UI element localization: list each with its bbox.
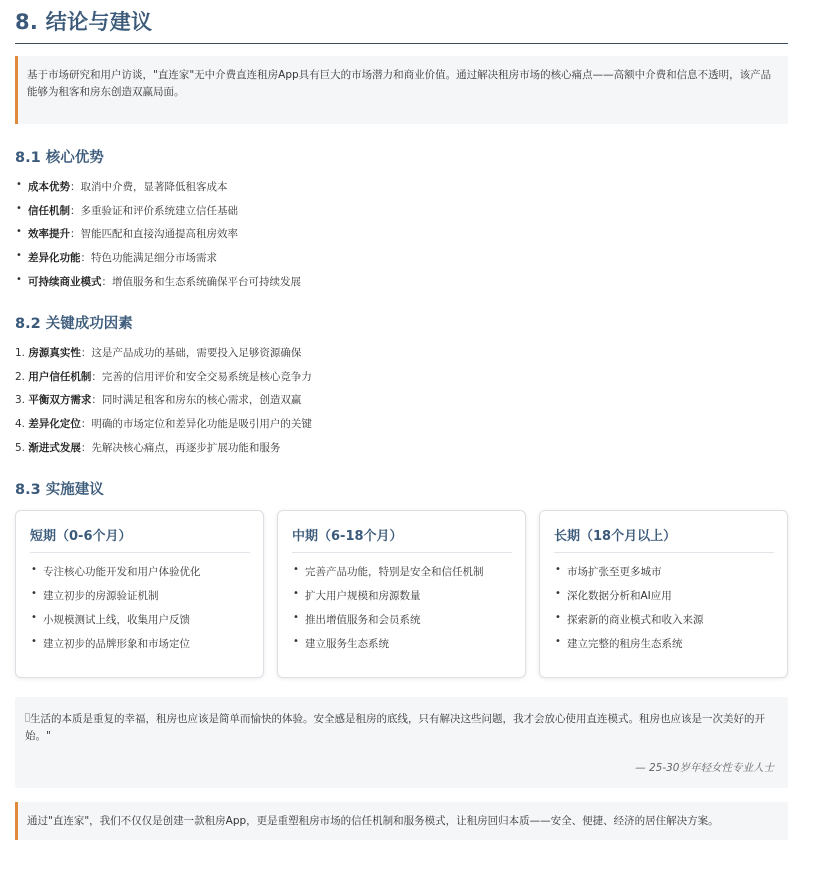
list-item: • 扩大用户规模和房源数量	[292, 588, 484, 612]
quote-author: — 25-30岁年轻女性专业人士	[635, 762, 774, 774]
card-divider	[292, 552, 512, 553]
list-item: • 建立初步的房源验证机制	[30, 588, 201, 612]
card-title: 长期（18个月以上）	[554, 529, 677, 544]
long-term-card	[539, 510, 788, 678]
list-item: • 建立服务生态系统	[292, 636, 484, 660]
mid-term-card	[277, 510, 526, 678]
factors-list	[15, 345, 312, 463]
card-title: 短期（0-6个月）	[30, 529, 132, 544]
card-title: 中期（6-18个月）	[292, 529, 403, 544]
list-item: 5. 渐进式发展：先解决核心痛点，再逐步扩展功能和服务	[15, 441, 281, 454]
card-list	[554, 564, 704, 660]
factors-heading: 8.2 关键成功因素	[15, 316, 133, 332]
title-divider	[15, 43, 788, 44]
list-item: • 专注核心功能开发和用户体验优化	[30, 564, 201, 588]
intro-callout: 基于市场研究和用户访谈，"直连家"无中介费直连租房App具有巨大的市场潜力和商业价值。通过解决租房市场的核心痛点——高额中介费和信息不透明，该产品能够为租客和房东创造双赢局面。	[15, 56, 788, 124]
list-item: 1. 房源真实性：这是产品成功的基础，需要投入足够资源确保	[15, 347, 302, 359]
list-item: • 推出增值服务和会员系统	[292, 612, 484, 636]
card-list	[292, 564, 484, 660]
list-item: • 探索新的商业模式和收入来源	[554, 612, 704, 636]
card-divider	[554, 552, 774, 553]
user-quote	[15, 697, 788, 788]
list-item: • 可持续商业模式：增值服务和生态系统确保平台可持续发展	[15, 274, 301, 298]
list-item: • 效率提升：智能匹配和直接沟通提高租房效率	[15, 226, 301, 250]
list-item: 3. 平衡双方需求：同时满足租客和房东的核心需求，创造双赢	[15, 394, 302, 407]
conclusion-callout: 通过"直连家"，我们不仅仅是创建一款租房App，更是重塑租房市场的信任机制和服务模式，让租房回归本质——安全、便捷、经济的居住解决方案。	[15, 802, 788, 840]
list-item: • 成本优势：取消中介费，显著降低租客成本	[15, 179, 301, 203]
list-item: 4. 差异化定位：明确的市场定位和差异化功能是吸引用户的关键	[15, 418, 312, 431]
list-item: • 信任机制：多重验证和评价系统建立信任基础	[15, 203, 301, 227]
advantages-list	[15, 179, 301, 297]
list-item: • 完善产品功能，特别是安全和信任机制	[292, 564, 484, 588]
list-item: • 建立完整的租房生态系统	[554, 636, 704, 660]
short-term-card	[15, 510, 264, 678]
advantages-heading: 8.1 核心优势	[15, 150, 104, 166]
list-item: 2. 用户信任机制：完善的信用评价和安全交易系统是核心竞争力	[15, 370, 312, 383]
implementation-heading: 8.3 实施建议	[15, 482, 104, 498]
list-item: • 深化数据分析和AI应用	[554, 588, 704, 612]
card-list	[30, 564, 201, 660]
list-item: • 建立初步的品牌形象和市场定位	[30, 636, 201, 660]
list-item: • 市场扩张至更多城市	[554, 564, 704, 588]
list-item: • 小规模测试上线，收集用户反馈	[30, 612, 201, 636]
list-item: • 差异化功能：特色功能满足细分市场需求	[15, 250, 301, 274]
section-title: 8. 结论与建议	[15, 10, 153, 34]
card-divider	[30, 552, 250, 553]
quote-text: 生活的本质是重复的幸福，租房也应该是简单而愉快的体验。安全感是租房的底线，只有解决这些问题，我才会放心使用直连模式。租房也应该是一次美好的开始。"	[25, 713, 765, 742]
